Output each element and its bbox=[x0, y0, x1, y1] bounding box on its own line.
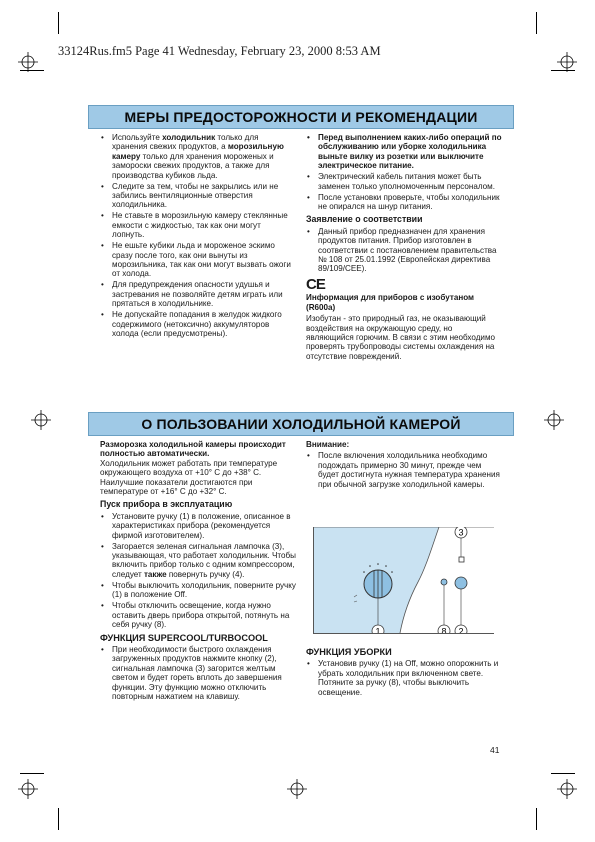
crop-mark bbox=[58, 12, 59, 34]
defrost-text: Холодильник может работать при температуре окружающего воздуха от +10° С до +38° С. Наилучшие показатели достигаются при температуре от +16° С до +32° С. bbox=[100, 458, 278, 497]
list-item: • Используйте холодильник только для хранения свежих продуктов, а морозильную камеру только для хранения мороженых и замороски свежих продуктов, а также для производства кубиков льда. bbox=[100, 133, 292, 180]
section-title: О ПОЛЬЗОВАНИИ ХОЛОДИЛЬНОЙ КАМЕРОЙ bbox=[141, 416, 461, 432]
start-list bbox=[100, 512, 296, 630]
conformity-heading: Заявление о соответствии bbox=[306, 214, 423, 225]
registration-mark-icon bbox=[18, 779, 38, 799]
registration-mark-icon bbox=[18, 52, 38, 72]
cleaning-heading: ФУНКЦИЯ УБОРКИ bbox=[306, 647, 392, 657]
registration-mark-icon bbox=[287, 779, 307, 799]
precautions-list bbox=[306, 133, 502, 211]
attention-list bbox=[306, 451, 502, 489]
section-title: МЕРЫ ПРЕДОСТОРОЖНОСТИ И РЕКОМЕНДАЦИИ bbox=[124, 109, 478, 125]
list-item: • Не ставьте в морозильную камеру стеклянные емкости с жидкостью, так как они могут лопнуть. bbox=[100, 211, 292, 239]
section-banner-usage bbox=[88, 412, 514, 436]
crop-mark bbox=[58, 808, 59, 830]
ce-mark: CE bbox=[306, 275, 325, 293]
conformity-list bbox=[306, 227, 502, 274]
list-item: • Не допускайте попадания в желудок жидкого содержимого (нетоксично) аккумуляторов холода (если предусмотрены). bbox=[100, 310, 292, 338]
list-item: • Следите за тем, чтобы не закрылись или не забились вентиляционные отверстия холодильника. bbox=[100, 182, 292, 210]
precautions-left-column bbox=[100, 133, 292, 340]
precautions-right-column bbox=[306, 133, 502, 363]
callout-8: 8 bbox=[441, 626, 447, 633]
page-number: 41 bbox=[490, 745, 500, 755]
list-item: • При необходимости быстрого охлаждения загруженных продуктов нажмите кнопку (2), сигнальная лампочка (3) загорится желтым светом и будет гореть вплоть до завершения функции. Эту функцию можно отключить повторным нажатием на клавишу. bbox=[100, 645, 296, 701]
cleaning-list bbox=[306, 659, 502, 697]
crop-mark bbox=[20, 773, 44, 774]
usage-right-column bbox=[306, 440, 502, 491]
print-header: 33124Rus.fm5 Page 41 Wednesday, February 23, 2000 8:53 AM bbox=[58, 44, 381, 58]
cleaning-column bbox=[306, 648, 502, 699]
list-item: • Чтобы отключить освещение, когда нужно оставить дверь прибора открытой, потянуть на себя ручку (8). bbox=[100, 601, 296, 629]
supercool-heading: ФУНКЦИЯ SUPERCOOL/TURBOCOOL bbox=[100, 632, 268, 643]
callout-3: 3 bbox=[458, 527, 464, 538]
registration-mark-icon bbox=[557, 779, 577, 799]
list-item: • Электрический кабель питания может быть заменен только уполномоченным персоналом. bbox=[306, 172, 502, 191]
supercool-list bbox=[100, 645, 296, 701]
list-item: • Для предупреждения опасности удушья и застревания не позволяйте детям играть или прятаться в холодильнике. bbox=[100, 280, 292, 308]
list-item: • После установки проверьте, чтобы холодильник не опирался на шнур питания. bbox=[306, 193, 502, 212]
registration-mark-icon bbox=[557, 52, 577, 72]
control-panel-illustration bbox=[313, 527, 494, 634]
list-item: • Чтобы выключить холодильник, поверните ручку (1) в положение Off. bbox=[100, 581, 296, 600]
attention-heading: Внимание: bbox=[306, 440, 350, 449]
precautions-list bbox=[100, 133, 292, 339]
registration-mark-icon bbox=[544, 410, 564, 430]
control-panel-drawing bbox=[314, 527, 494, 633]
registration-mark-icon bbox=[31, 410, 51, 430]
isobutane-heading: Информация для приборов с изобутаном (R600a) bbox=[306, 293, 475, 312]
list-item: • Не ешьте кубики льда и мороженое эскимо сразу после того, как они вынуты из морозильника, так как они могут вызвать ожоги от холода. bbox=[100, 241, 292, 279]
crop-mark bbox=[536, 12, 537, 34]
list-item: • Установите ручку (1) в положение, описанное в характеристиках прибора (рекомендуется фирмой изготовителем). bbox=[100, 512, 296, 540]
crop-mark bbox=[551, 773, 575, 774]
list-item: • Установив ручку (1) на Off, можно опорожнить и убрать холодильник при включенном свете. Потяните за ручку (8), чтобы выключить освещение. bbox=[306, 659, 502, 697]
list-item: • Перед выполнением каких-либо операций по обслуживанию или уборке холодильника выньте вилку из розетки или выключите электрическое питание. bbox=[306, 133, 502, 171]
list-item: • Загорается зеленая сигнальная лампочка (3), указывающая, что работает холодильник. Чтобы включить прибор только с одним компрессором, следует также повернуть ручку (4). bbox=[100, 542, 296, 580]
isobutane-text: Изобутан - это природный газ, не оказывающий воздействия на окружающую среду, но являющийся горючим. В связи с этим необходимо проверять трубопроводы системы охлаждения на отсутствие повреждений. bbox=[306, 314, 496, 361]
callout-1: 1 bbox=[375, 626, 381, 633]
list-item: • Данный прибор предназначен для хранения продуктов питания. Прибор изготовлен в соответствии с постановлением правительства № 108 от 25.01.1992 (Европейская директива 89/109/CEE). bbox=[306, 227, 502, 274]
section-banner-precautions bbox=[88, 105, 514, 129]
crop-mark bbox=[536, 808, 537, 830]
usage-left-column bbox=[100, 440, 296, 703]
defrost-heading: Разморозка холодильной камеры происходит полностью автоматически. bbox=[100, 440, 286, 459]
list-item: • После включения холодильника необходимо подождать примерно 30 минут, прежде чем будет достигнута нужная температура хранения при обычной загрузке холодильной камеры. bbox=[306, 451, 502, 489]
start-heading: Пуск прибора в эксплуатацию bbox=[100, 499, 233, 510]
callout-2: 2 bbox=[458, 626, 464, 633]
